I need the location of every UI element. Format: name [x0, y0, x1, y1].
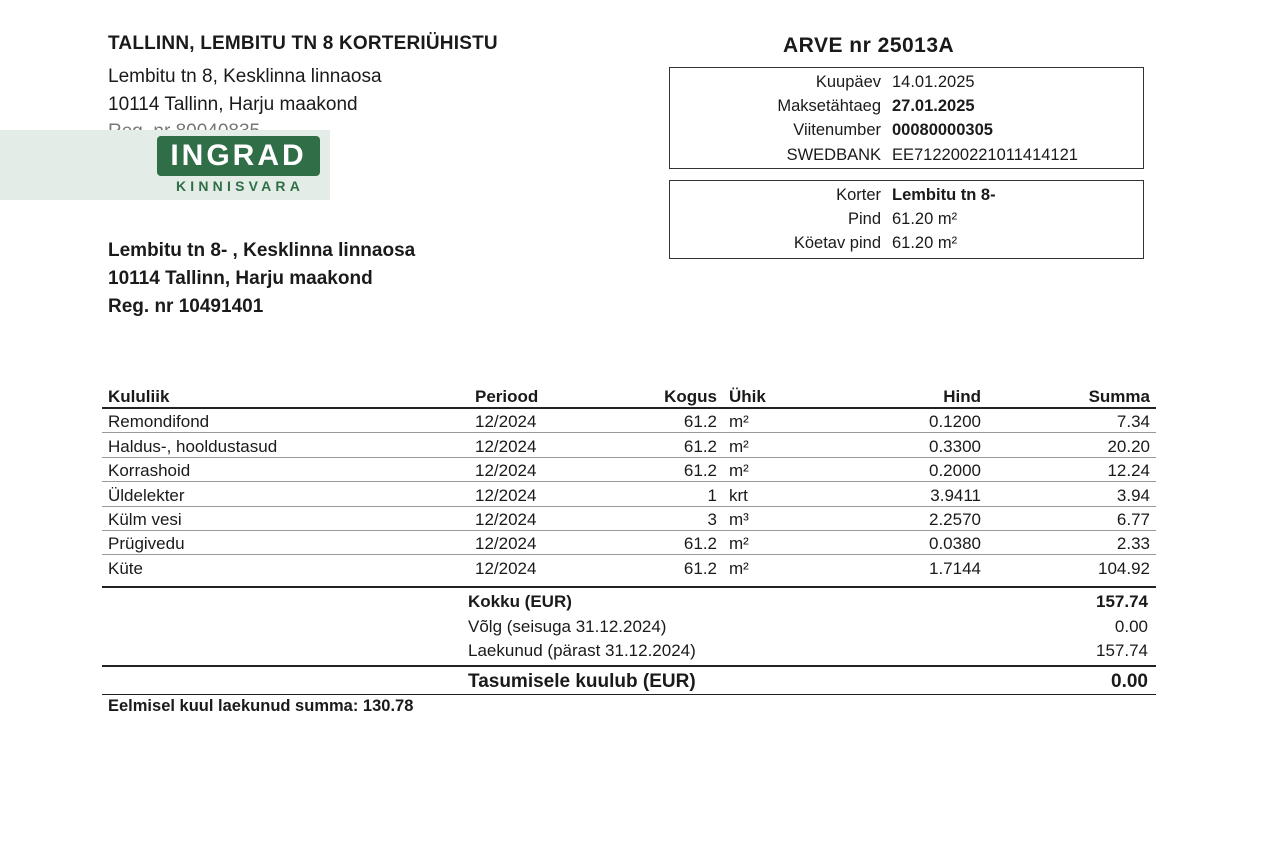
- cell-period: 12/2024: [475, 558, 537, 578]
- cell-qty: 61.2: [631, 457, 723, 481]
- cell-qty: 3: [631, 506, 723, 530]
- area-row: [670, 210, 1143, 234]
- cell-item: Korrashoid: [102, 457, 469, 481]
- cell-unit: krt: [723, 482, 825, 506]
- cell-sum: 20.20: [987, 433, 1156, 457]
- cell-price: 0.3300: [825, 433, 987, 457]
- cell-price: 1.7144: [929, 558, 981, 578]
- header-sum: Summa: [987, 383, 1156, 408]
- previous-month-note: Eelmisel kuul laekunud summa: 130.78: [108, 697, 414, 715]
- debt-label: Võlg (seisuga 31.12.2024): [468, 617, 667, 636]
- cell-unit: m²: [723, 408, 825, 433]
- cell-price: 0.2000: [825, 457, 987, 481]
- property-details-box: [669, 180, 1144, 259]
- field-label: Kuupäev: [815, 73, 881, 91]
- header-price: Hind: [825, 383, 987, 408]
- invoice-title: ARVE nr 25013A: [783, 34, 955, 57]
- recipient-address-line2: 10114 Tallinn, Harju maakond: [108, 268, 373, 289]
- cell-unit: m²: [723, 457, 825, 481]
- header-period: Periood: [469, 383, 631, 408]
- table-row: [102, 433, 1156, 457]
- cell-item: Küte: [108, 558, 143, 578]
- cell-item: Külm vesi: [102, 506, 469, 530]
- total-label: Kokku (EUR): [468, 592, 572, 611]
- totals-divider-top: [102, 586, 1156, 588]
- due-date-row: [670, 97, 1143, 121]
- cell-unit: m²: [729, 558, 749, 578]
- header-item: Kululiik: [102, 383, 469, 408]
- field-label: Maksetähtaeg: [777, 97, 881, 115]
- issuer-name: TALLINN, LEMBITU TN 8 KORTERIÜHISTU: [108, 33, 498, 54]
- heated-area-row: [670, 234, 1143, 258]
- field-value: Lembitu tn 8-: [892, 186, 996, 204]
- cell-unit: m²: [723, 433, 825, 457]
- cell-sum: 6.77: [987, 506, 1156, 530]
- cell-sum: 2.33: [987, 530, 1156, 554]
- field-label: Viitenumber: [793, 121, 881, 139]
- issuer-address-line2: 10114 Tallinn, Harju maakond: [108, 94, 358, 115]
- cell-price: 2.2570: [825, 506, 987, 530]
- table-row: [102, 506, 1156, 530]
- cell-qty: 61.2: [631, 408, 723, 433]
- cell-item: Remondifond: [102, 408, 469, 433]
- debt-value: 0.00: [1114, 617, 1148, 636]
- cell-unit: m²: [723, 530, 825, 554]
- cell-price: 0.1200: [825, 408, 987, 433]
- header-qty: Kogus: [631, 383, 723, 408]
- payable-label: Tasumisele kuulub (EUR): [468, 671, 696, 692]
- table-header-row: [102, 383, 1156, 408]
- table-row: [102, 457, 1156, 481]
- cell-price: 0.0380: [825, 530, 987, 554]
- received-label: Laekunud (pärast 31.12.2024): [468, 641, 696, 660]
- table-row: [102, 408, 1156, 433]
- field-label: Köetav pind: [793, 234, 881, 252]
- field-label: Korter: [836, 186, 881, 204]
- totals-divider-bottom: [102, 665, 1156, 667]
- cell-sum: 104.92: [1098, 558, 1150, 578]
- field-value: EE712200221011414121: [892, 146, 1078, 164]
- logo-subtitle: KINNISVARA: [175, 178, 305, 194]
- invoice-details-box: [669, 67, 1144, 169]
- cell-qty: 61.2: [631, 530, 723, 554]
- cell-period: 12/2024: [469, 433, 631, 457]
- table-row: [102, 530, 1156, 554]
- recipient-address-line1: Lembitu tn 8- , Kesklinna linnaosa: [108, 240, 416, 261]
- cell-price: 3.9411: [825, 482, 987, 506]
- cell-sum: 12.24: [987, 457, 1156, 481]
- field-value: 61.20 m²: [892, 210, 958, 228]
- cell-unit: m³: [723, 506, 825, 530]
- cell-qty: 61.2: [683, 558, 717, 578]
- table-row: [102, 482, 1156, 506]
- payable-underline: [102, 694, 1156, 695]
- payable-value: 0.00: [1111, 671, 1148, 692]
- cell-sum: 7.34: [987, 408, 1156, 433]
- received-value: 157.74: [1096, 641, 1148, 660]
- apartment-row: [670, 186, 1143, 210]
- invoice-date-row: [670, 73, 1143, 97]
- cell-period: 12/2024: [469, 530, 631, 554]
- field-label: SWEDBANK: [786, 146, 881, 164]
- field-value: 27.01.2025: [892, 97, 975, 115]
- issuer-address-line1: Lembitu tn 8, Kesklinna linnaosa: [108, 66, 382, 87]
- cell-item: Haldus-, hooldustasud: [102, 433, 469, 457]
- field-label: Pind: [847, 210, 881, 228]
- header-unit: Ühik: [723, 383, 825, 408]
- table-row: [102, 555, 1156, 579]
- field-value: 14.01.2025: [892, 73, 975, 91]
- cell-qty: 61.2: [631, 433, 723, 457]
- ingrad-logo: INGRAD: [157, 136, 320, 176]
- cell-period: 12/2024: [469, 457, 631, 481]
- total-value: 157.74: [1096, 592, 1148, 611]
- cell-period: 12/2024: [469, 408, 631, 433]
- cell-period: 12/2024: [469, 506, 631, 530]
- reference-number-row: [670, 121, 1143, 145]
- cell-item: Prügivedu: [102, 530, 469, 554]
- bank-account-row: [670, 146, 1143, 170]
- line-items-table: [102, 383, 1156, 579]
- recipient-reg-number: Reg. nr 10491401: [108, 296, 264, 317]
- cell-period: 12/2024: [469, 482, 631, 506]
- cell-item: Üldelekter: [102, 482, 469, 506]
- field-value: 00080000305: [892, 121, 993, 139]
- cell-sum: 3.94: [987, 482, 1156, 506]
- field-value: 61.20 m²: [892, 234, 958, 252]
- cell-qty: 1: [631, 482, 723, 506]
